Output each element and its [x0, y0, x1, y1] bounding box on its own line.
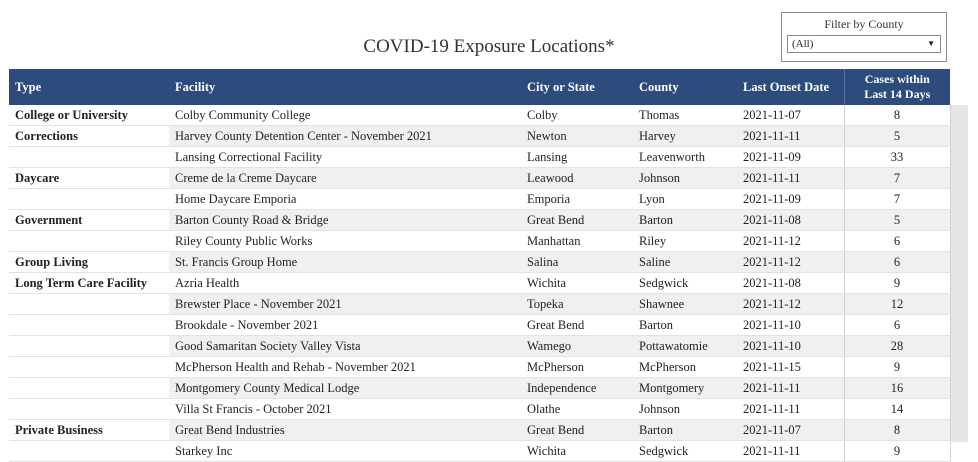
cell-cases: 7 [844, 168, 950, 189]
cell-cases: 16 [844, 378, 950, 399]
dropdown-arrow-icon: ▼ [927, 39, 935, 48]
cell-type [9, 336, 169, 357]
county-filter [781, 12, 947, 62]
cell-facility: McPherson Health and Rehab - November 2021 [169, 357, 521, 378]
table-row[interactable] [9, 210, 950, 231]
cell-facility: Starkey Inc [169, 441, 521, 462]
column-header-cases[interactable] [844, 69, 950, 105]
cell-county: Lyon [633, 189, 737, 210]
cell-facility: Great Bend Industries [169, 420, 521, 441]
cell-facility: Creme de la Creme Daycare [169, 168, 521, 189]
table-row[interactable] [9, 147, 950, 168]
cell-county: Pottawatomie [633, 336, 737, 357]
cell-type: College or University [9, 105, 169, 126]
column-header-county[interactable]: County [633, 69, 737, 105]
cell-city: Colby [521, 105, 633, 126]
cell-type: Long Term Care Facility [9, 273, 169, 294]
cell-date: 2021-11-15 [737, 357, 844, 378]
cell-type [9, 189, 169, 210]
cell-county: Barton [633, 420, 737, 441]
cell-cases: 8 [844, 420, 950, 441]
column-header-facility[interactable]: Facility [169, 69, 521, 105]
cell-cases: 6 [844, 315, 950, 336]
cell-cases: 28 [844, 336, 950, 357]
cell-type [9, 378, 169, 399]
column-header-city[interactable]: City or State [521, 69, 633, 105]
cell-type [9, 441, 169, 462]
cell-facility: Colby Community College [169, 105, 521, 126]
cell-facility: Riley County Public Works [169, 231, 521, 252]
cell-cases: 5 [844, 126, 950, 147]
table-row[interactable] [9, 126, 950, 147]
cell-date: 2021-11-10 [737, 336, 844, 357]
cell-type [9, 399, 169, 420]
cell-type [9, 294, 169, 315]
table-row[interactable] [9, 168, 950, 189]
cell-county: Leavenworth [633, 147, 737, 168]
cell-city: Great Bend [521, 315, 633, 336]
cell-cases: 6 [844, 252, 950, 273]
table-row[interactable] [9, 441, 950, 462]
cell-city: Great Bend [521, 420, 633, 441]
table-row[interactable] [9, 252, 950, 273]
cell-date: 2021-11-11 [737, 126, 844, 147]
cell-type [9, 357, 169, 378]
cell-date: 2021-11-12 [737, 294, 844, 315]
cell-cases: 33 [844, 147, 950, 168]
column-header-type[interactable]: Type [9, 69, 169, 105]
cell-type [9, 315, 169, 336]
cell-date: 2021-11-12 [737, 231, 844, 252]
cell-date: 2021-11-11 [737, 378, 844, 399]
cell-date: 2021-11-10 [737, 315, 844, 336]
table-row[interactable] [9, 189, 950, 210]
cell-type: Private Business [9, 420, 169, 441]
table-row[interactable] [9, 273, 950, 294]
cell-facility: Azria Health [169, 273, 521, 294]
cell-cases: 9 [844, 441, 950, 462]
cell-facility: Barton County Road & Bridge [169, 210, 521, 231]
cell-date: 2021-11-12 [737, 252, 844, 273]
cell-cases: 8 [844, 105, 950, 126]
cell-city: Wichita [521, 441, 633, 462]
cell-city: Great Bend [521, 210, 633, 231]
cell-city: Manhattan [521, 231, 633, 252]
table-row[interactable] [9, 105, 950, 126]
cell-city: Leawood [521, 168, 633, 189]
cases-header-line1: Cases within [864, 72, 930, 86]
table-body [9, 105, 950, 462]
cell-city: Lansing [521, 147, 633, 168]
cell-county: Johnson [633, 399, 737, 420]
cell-facility: Villa St Francis - October 2021 [169, 399, 521, 420]
county-filter-value: (All) [792, 38, 814, 50]
cell-facility: Brookdale - November 2021 [169, 315, 521, 336]
cell-cases: 5 [844, 210, 950, 231]
cell-facility: Montgomery County Medical Lodge [169, 378, 521, 399]
cell-date: 2021-11-08 [737, 210, 844, 231]
table-row[interactable] [9, 357, 950, 378]
county-filter-select[interactable] [787, 35, 941, 53]
cell-type: Corrections [9, 126, 169, 147]
cell-city: Newton [521, 126, 633, 147]
cell-county: McPherson [633, 357, 737, 378]
cell-date: 2021-11-09 [737, 189, 844, 210]
cell-cases: 6 [844, 231, 950, 252]
cell-facility: Brewster Place - November 2021 [169, 294, 521, 315]
cell-cases: 12 [844, 294, 950, 315]
column-header-date[interactable]: Last Onset Date [737, 69, 844, 105]
cell-type: Group Living [9, 252, 169, 273]
cell-facility: Home Daycare Emporia [169, 189, 521, 210]
cell-county: Barton [633, 210, 737, 231]
table-row[interactable] [9, 336, 950, 357]
cell-county: Montgomery [633, 378, 737, 399]
cell-city: Olathe [521, 399, 633, 420]
cell-cases: 14 [844, 399, 950, 420]
cell-county: Shawnee [633, 294, 737, 315]
cell-city: McPherson [521, 357, 633, 378]
cell-cases: 9 [844, 357, 950, 378]
cell-county: Barton [633, 315, 737, 336]
cell-facility: St. Francis Group Home [169, 252, 521, 273]
cell-county: Harvey [633, 126, 737, 147]
cell-date: 2021-11-11 [737, 399, 844, 420]
cell-county: Sedgwick [633, 441, 737, 462]
cell-type: Daycare [9, 168, 169, 189]
cases-header-line2: Last 14 Days [864, 87, 931, 101]
cell-type [9, 231, 169, 252]
vertical-scrollbar[interactable] [950, 105, 968, 442]
cell-cases: 9 [844, 273, 950, 294]
cell-type: Government [9, 210, 169, 231]
table-row[interactable] [9, 294, 950, 315]
cell-county: Sedgwick [633, 273, 737, 294]
cell-city: Independence [521, 378, 633, 399]
county-filter-label: Filter by County [824, 17, 904, 31]
cell-date: 2021-11-07 [737, 105, 844, 126]
exposure-table [9, 69, 951, 462]
table-row[interactable] [9, 420, 950, 441]
cell-city: Wichita [521, 273, 633, 294]
page-title: COVID-19 Exposure Locations* [363, 36, 615, 57]
cell-county: Johnson [633, 168, 737, 189]
cell-city: Topeka [521, 294, 633, 315]
cell-county: Riley [633, 231, 737, 252]
table-row[interactable] [9, 378, 950, 399]
cell-date: 2021-11-11 [737, 168, 844, 189]
cell-date: 2021-11-08 [737, 273, 844, 294]
cell-city: Emporia [521, 189, 633, 210]
cell-county: Thomas [633, 105, 737, 126]
exposure-table-container [9, 69, 950, 458]
cell-county: Saline [633, 252, 737, 273]
cell-date: 2021-11-09 [737, 147, 844, 168]
cell-cases: 7 [844, 189, 950, 210]
cell-facility: Harvey County Detention Center - November 2021 [169, 126, 521, 147]
cell-city: Wamego [521, 336, 633, 357]
table-row[interactable] [9, 399, 950, 420]
cell-city: Salina [521, 252, 633, 273]
cell-facility: Good Samaritan Society Valley Vista [169, 336, 521, 357]
table-row[interactable] [9, 315, 950, 336]
table-row[interactable] [9, 231, 950, 252]
cell-date: 2021-11-11 [737, 441, 844, 462]
cell-facility: Lansing Correctional Facility [169, 147, 521, 168]
cell-date: 2021-11-07 [737, 420, 844, 441]
table-header-row [9, 69, 950, 105]
cell-type [9, 147, 169, 168]
